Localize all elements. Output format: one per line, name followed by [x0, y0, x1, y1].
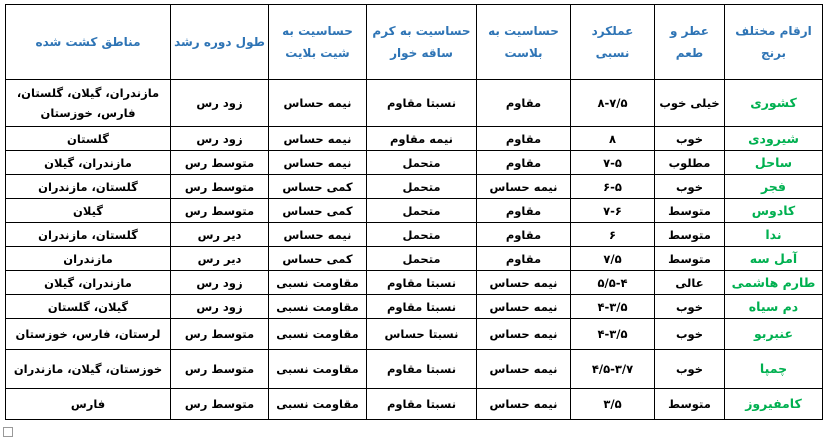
cell-sheath-blight: کمی حساس: [269, 175, 367, 199]
cell-blast: مقاوم: [477, 127, 571, 151]
cell-stem-borer: نسبتا مقاوم: [367, 295, 477, 319]
cell-stem-borer: نسبتا مقاوم: [367, 350, 477, 389]
table-row: [6, 199, 823, 223]
cell-yield: ۷/۵: [571, 247, 655, 271]
cell-stem-borer: نسبتا مقاوم: [367, 271, 477, 295]
cell-regions: مازندران، گیلان: [6, 271, 171, 295]
cell-aroma: مطلوب: [655, 151, 725, 175]
header-variety: ارقام مختلف برنج: [725, 5, 823, 80]
cell-sheath-blight: نیمه حساس: [269, 127, 367, 151]
cell-stem-borer: نسبتا مقاوم: [367, 80, 477, 127]
cell-aroma: خوب: [655, 295, 725, 319]
header-aroma: عطر و طعم: [655, 5, 725, 80]
cell-stem-borer: متحمل: [367, 199, 477, 223]
cell-blast: نیمه حساس: [477, 271, 571, 295]
cell-blast: مقاوم: [477, 80, 571, 127]
cell-aroma: متوسط: [655, 389, 725, 420]
cell-variety: ندا: [725, 223, 823, 247]
header-stem-borer: حساسیت به کرم ساقه خوار: [367, 5, 477, 80]
cell-variety: کامفیروز: [725, 389, 823, 420]
header-yield: عملکرد نسبی: [571, 5, 655, 80]
cell-stem-borer: نسبتا مقاوم: [367, 389, 477, 420]
cell-variety: طارم هاشمی: [725, 271, 823, 295]
cell-aroma: عالی: [655, 271, 725, 295]
cell-regions: گیلان: [6, 199, 171, 223]
cell-growth-period: دیر رس: [171, 223, 269, 247]
cell-yield: ۴-۳/۵: [571, 319, 655, 350]
table-row: [6, 295, 823, 319]
cell-sheath-blight: نیمه حساس: [269, 80, 367, 127]
table-row: [6, 80, 823, 127]
table-row: [6, 319, 823, 350]
table-row: [6, 271, 823, 295]
cell-stem-borer: نسبتا حساس: [367, 319, 477, 350]
cell-stem-borer: متحمل: [367, 247, 477, 271]
cell-blast: مقاوم: [477, 151, 571, 175]
cell-regions: فارس: [6, 389, 171, 420]
cell-growth-period: متوسط رس: [171, 175, 269, 199]
table-row: [6, 175, 823, 199]
cell-regions: گیلان، گلستان: [6, 295, 171, 319]
cell-regions: مازندران، گیلان، گلستان، فارس، خوزستان: [6, 80, 171, 127]
cell-growth-period: متوسط رس: [171, 199, 269, 223]
cell-blast: نیمه حساس: [477, 295, 571, 319]
cell-blast: مقاوم: [477, 199, 571, 223]
cell-aroma: متوسط: [655, 247, 725, 271]
cell-yield: ۳/۵: [571, 389, 655, 420]
cell-sheath-blight: مقاومت نسبی: [269, 295, 367, 319]
cell-yield: ۸-۷/۵: [571, 80, 655, 127]
rice-varieties-table-wrapper: [5, 4, 822, 420]
header-sheath-blight: حساسیت به شیت بلایت: [269, 5, 367, 80]
cell-yield: ۶: [571, 223, 655, 247]
header-growth-period: طول دوره رشد: [171, 5, 269, 80]
cell-yield: ۵/۵-۴: [571, 271, 655, 295]
cell-variety: شیرودی: [725, 127, 823, 151]
cell-aroma: خوب: [655, 350, 725, 389]
cell-regions: لرستان، فارس، خوزستان: [6, 319, 171, 350]
cell-variety: ساحل: [725, 151, 823, 175]
cell-variety: دم سیاه: [725, 295, 823, 319]
cell-sheath-blight: مقاومت نسبی: [269, 350, 367, 389]
cell-sheath-blight: مقاومت نسبی: [269, 389, 367, 420]
table-row: [6, 389, 823, 420]
cell-aroma: خوب: [655, 175, 725, 199]
cell-blast: نیمه حساس: [477, 389, 571, 420]
header-row: [6, 5, 823, 80]
cell-yield: ۸: [571, 127, 655, 151]
cell-stem-borer: متحمل: [367, 175, 477, 199]
cell-growth-period: زود رس: [171, 295, 269, 319]
cell-yield: ۷-۵: [571, 151, 655, 175]
cell-blast: نیمه حساس: [477, 350, 571, 389]
cell-blast: نیمه حساس: [477, 319, 571, 350]
cell-sheath-blight: کمی حساس: [269, 199, 367, 223]
cell-blast: مقاوم: [477, 223, 571, 247]
cell-variety: آمل سه: [725, 247, 823, 271]
cell-stem-borer: متحمل: [367, 151, 477, 175]
cell-blast: مقاوم: [477, 247, 571, 271]
cell-sheath-blight: مقاومت نسبی: [269, 271, 367, 295]
table-row: [6, 223, 823, 247]
cell-yield: ۶-۵: [571, 175, 655, 199]
cell-growth-period: متوسط رس: [171, 151, 269, 175]
cell-blast: نیمه حساس: [477, 175, 571, 199]
cell-variety: فجر: [725, 175, 823, 199]
cell-sheath-blight: مقاومت نسبی: [269, 319, 367, 350]
table-row: [6, 151, 823, 175]
cell-regions: گلستان: [6, 127, 171, 151]
cell-growth-period: زود رس: [171, 271, 269, 295]
cell-variety: کادوس: [725, 199, 823, 223]
cell-aroma: خوب: [655, 319, 725, 350]
cell-regions: مازندران، گیلان: [6, 151, 171, 175]
cell-sheath-blight: کمی حساس: [269, 247, 367, 271]
cell-variety: کشوری: [725, 80, 823, 127]
table-row: [6, 127, 823, 151]
table-row: [6, 350, 823, 389]
cell-variety: چمپا: [725, 350, 823, 389]
cell-regions: گلستان، مازندران: [6, 223, 171, 247]
cell-yield: ۴/۵-۳/۷: [571, 350, 655, 389]
cell-aroma: خیلی خوب: [655, 80, 725, 127]
cell-growth-period: متوسط رس: [171, 319, 269, 350]
cell-yield: ۴-۳/۵: [571, 295, 655, 319]
cell-regions: خوزستان، گیلان، مازندران: [6, 350, 171, 389]
cell-regions: مازندران: [6, 247, 171, 271]
document-corner-marker: [3, 427, 13, 437]
rice-varieties-table: [5, 4, 823, 420]
cell-growth-period: متوسط رس: [171, 389, 269, 420]
cell-growth-period: دیر رس: [171, 247, 269, 271]
cell-variety: عنبربو: [725, 319, 823, 350]
cell-aroma: متوسط: [655, 223, 725, 247]
cell-aroma: متوسط: [655, 199, 725, 223]
cell-growth-period: زود رس: [171, 127, 269, 151]
cell-regions: گلستان، مازندران: [6, 175, 171, 199]
cell-stem-borer: نیمه مقاوم: [367, 127, 477, 151]
header-blast: حساسیت به بلاست: [477, 5, 571, 80]
cell-stem-borer: متحمل: [367, 223, 477, 247]
cell-growth-period: متوسط رس: [171, 350, 269, 389]
cell-sheath-blight: نیمه حساس: [269, 223, 367, 247]
cell-sheath-blight: نیمه حساس: [269, 151, 367, 175]
cell-yield: ۷-۶: [571, 199, 655, 223]
cell-aroma: خوب: [655, 127, 725, 151]
cell-growth-period: زود رس: [171, 80, 269, 127]
table-row: [6, 247, 823, 271]
header-regions: مناطق کشت شده: [6, 5, 171, 80]
